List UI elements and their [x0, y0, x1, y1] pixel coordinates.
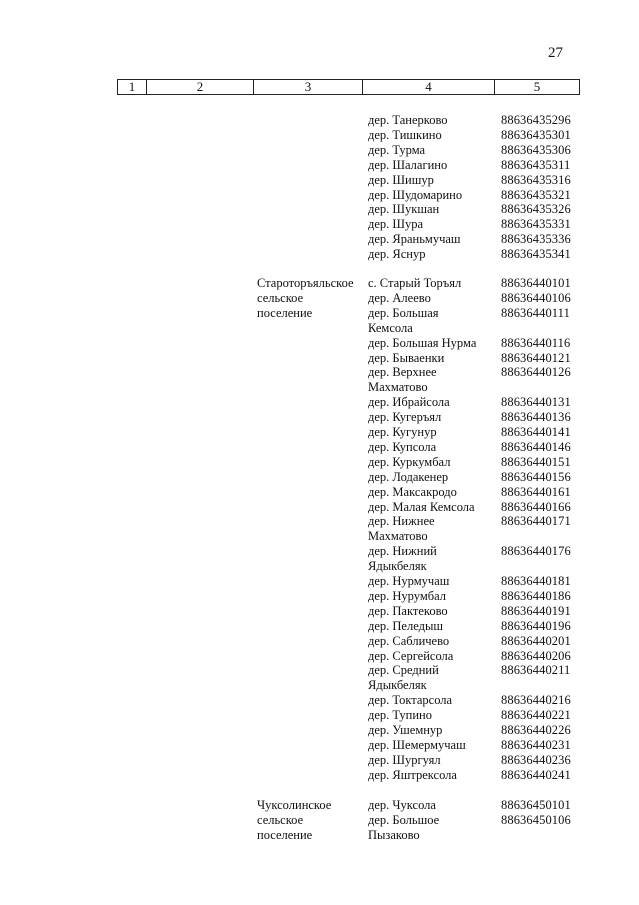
oktmo-code: 88636440146 — [501, 439, 571, 454]
oktmo-code: 88636440116 — [501, 335, 571, 350]
locality-name — [368, 425, 493, 440]
locality-name — [368, 291, 493, 306]
oktmo-code: 88636440121 — [501, 350, 571, 365]
column-header-1: 1 — [118, 80, 147, 95]
locality-name-line: дер. Шура — [368, 217, 424, 232]
locality-name — [368, 619, 493, 634]
oktmo-code: 88636435341 — [501, 247, 571, 262]
locality-name — [368, 470, 493, 485]
oktmo-code: 88636440166 — [501, 499, 571, 514]
locality-name-line: дер. Нижний — [368, 544, 437, 559]
oktmo-code: 88636435306 — [501, 142, 571, 157]
locality-name — [368, 113, 493, 128]
locality-name — [368, 306, 493, 336]
oktmo-code: 88636440161 — [501, 484, 571, 499]
locality-name — [368, 649, 493, 664]
locality-name — [368, 202, 493, 217]
page-number: 27 — [548, 45, 563, 61]
oktmo-code: 88636435316 — [501, 172, 571, 187]
locality-name-line: дер. Купсола — [368, 439, 437, 454]
oktmo-code: 88636440206 — [501, 648, 571, 663]
oktmo-code: 88636435321 — [501, 187, 571, 202]
locality-name-line: дер. Токтарсола — [368, 693, 453, 708]
locality-name — [368, 500, 493, 515]
locality-name-line: дер. Бываенки — [368, 350, 445, 365]
settlement-name-line: сельское — [257, 291, 304, 305]
oktmo-code: 88636440216 — [501, 693, 571, 708]
locality-name-line: дер. Пеледыш — [368, 618, 443, 633]
locality-name-line: дер. Шалагино — [368, 157, 448, 172]
locality-name-line: дер. Яраньмучаш — [368, 232, 461, 247]
locality-name — [368, 158, 493, 173]
locality-name-line: дер. Сабличево — [368, 633, 450, 648]
locality-name-line: дер. Кугеръял — [368, 410, 442, 425]
locality-name-line: дер. Шукшан — [368, 202, 440, 217]
oktmo-code: 88636440101 — [501, 276, 571, 290]
locality-name — [368, 247, 493, 262]
locality-name-line: дер. Шудомарино — [368, 187, 463, 202]
locality-name — [368, 232, 493, 247]
oktmo-code: 88636440126 — [501, 365, 571, 380]
locality-name — [368, 693, 493, 708]
oktmo-code: 88636440111 — [501, 305, 570, 320]
locality-name — [368, 143, 493, 158]
locality-name — [368, 604, 493, 619]
locality-name-line: дер. Кугунур — [368, 425, 437, 439]
column-header-2: 2 — [147, 80, 254, 95]
locality-name — [368, 336, 493, 351]
locality-name-line: дер. Пактеково — [368, 603, 448, 618]
oktmo-code: 88636440151 — [501, 454, 571, 469]
locality-name — [368, 485, 493, 500]
oktmo-code: 88636440211 — [501, 663, 571, 678]
locality-name — [368, 395, 493, 410]
locality-name-line: дер. Нижнее — [368, 514, 435, 529]
locality-name-line: дер. Верхнее — [368, 365, 437, 380]
settlement-name — [257, 798, 365, 843]
oktmo-code: 88636435336 — [501, 232, 571, 247]
locality-name — [368, 544, 493, 574]
locality-name — [368, 351, 493, 366]
column-header-5: 5 — [495, 80, 580, 95]
locality-name-line: Пызаково — [368, 827, 420, 842]
locality-name — [368, 798, 493, 813]
locality-name-line: дер. Турма — [368, 142, 426, 157]
oktmo-code: 88636440131 — [501, 395, 571, 410]
oktmo-code: 88636440171 — [501, 514, 571, 529]
oktmo-code: 88636440186 — [501, 588, 571, 603]
oktmo-code: 88636435311 — [501, 157, 571, 172]
locality-name — [368, 217, 493, 232]
locality-name — [368, 440, 493, 455]
oktmo-code: 88636440156 — [501, 469, 571, 484]
oktmo-code: 88636440226 — [501, 723, 571, 737]
column-header-3: 3 — [254, 80, 363, 95]
locality-name-line: дер. Нурмучаш — [368, 574, 450, 588]
locality-name — [368, 708, 493, 723]
oktmo-code: 88636440176 — [501, 544, 571, 559]
oktmo-code: 88636435296 — [501, 113, 571, 127]
locality-name-line: дер. Тишкино — [368, 127, 442, 142]
locality-name-line: дер. Малая Кемсола — [368, 499, 475, 514]
locality-name-line: дер. Шемермучаш — [368, 737, 466, 752]
oktmo-code: 88636440201 — [501, 633, 571, 648]
oktmo-code: 88636440236 — [501, 752, 571, 767]
locality-name-line: дер. Яштрексола — [368, 767, 457, 782]
locality-name-line: дер. Куркумбал — [368, 454, 451, 469]
locality-name-line: дер. Алеево — [368, 290, 431, 305]
oktmo-code: 88636440191 — [501, 603, 571, 618]
locality-name-line: Махматово — [368, 529, 428, 544]
locality-name-line: с. Старый Торъял — [368, 276, 462, 290]
settlement-name — [257, 276, 365, 321]
locality-name — [368, 365, 493, 395]
locality-name — [368, 589, 493, 604]
locality-name-line: дер. Тупино — [368, 708, 432, 723]
locality-name — [368, 738, 493, 753]
locality-name-line: дер. Средний — [368, 663, 439, 678]
locality-name-line: дер. Большая — [368, 305, 439, 320]
locality-name — [368, 128, 493, 143]
locality-name-line: дер. Большое — [368, 812, 440, 827]
locality-name-line: дер. Максакродо — [368, 484, 457, 499]
locality-name — [368, 188, 493, 203]
locality-name-line: дер. Сергейсола — [368, 648, 454, 663]
locality-name-line: дер. Шишур — [368, 172, 434, 187]
oktmo-code: 88636435331 — [501, 217, 571, 232]
column-header-4: 4 — [363, 80, 495, 95]
locality-name — [368, 753, 493, 768]
locality-name-line: дер. Шургуял — [368, 752, 441, 767]
locality-name — [368, 173, 493, 188]
locality-name-line: дер. Лодакенер — [368, 469, 449, 484]
locality-name — [368, 410, 493, 425]
oktmo-code: 88636450106 — [501, 812, 571, 827]
oktmo-code: 88636440106 — [501, 290, 571, 305]
locality-name — [368, 574, 493, 589]
locality-name-line: дер. Ибрайсола — [368, 395, 450, 410]
locality-name-line: дер. Ушемнур — [368, 723, 443, 737]
oktmo-code: 88636440221 — [501, 708, 571, 723]
oktmo-code: 88636440231 — [501, 737, 571, 752]
settlement-name-line: поселение — [257, 306, 313, 320]
locality-name — [368, 663, 493, 693]
settlement-name-line: сельское — [257, 813, 304, 827]
locality-name — [368, 768, 493, 783]
locality-name — [368, 723, 493, 738]
locality-name-line: дер. Чуксола — [368, 798, 436, 812]
locality-name-line: Ядыкбеляк — [368, 559, 427, 574]
oktmo-code: 88636440241 — [501, 767, 571, 782]
locality-name — [368, 276, 493, 291]
oktmo-code: 88636435301 — [501, 127, 571, 142]
oktmo-code: 88636440196 — [501, 618, 571, 633]
locality-name — [368, 813, 493, 843]
locality-name-line: Кемсола — [368, 320, 413, 335]
locality-name-line: дер. Большая Нурма — [368, 335, 477, 350]
settlement-name-line: Староторъяльское — [257, 276, 354, 290]
oktmo-code: 88636440141 — [501, 425, 571, 439]
settlement-name-line: Чуксолинское — [257, 798, 332, 812]
locality-name-line: дер. Танерково — [368, 113, 448, 127]
locality-name-line: Махматово — [368, 380, 428, 395]
oktmo-code: 88636450101 — [501, 798, 571, 812]
locality-name-line: Ядыкбеляк — [368, 678, 427, 693]
oktmo-code: 88636435326 — [501, 202, 571, 217]
settlement-name-line: поселение — [257, 828, 313, 842]
locality-name-line: дер. Нурумбал — [368, 588, 447, 603]
locality-name — [368, 455, 493, 470]
oktmo-code: 88636440136 — [501, 410, 571, 425]
locality-name — [368, 514, 493, 544]
oktmo-code: 88636440181 — [501, 574, 571, 588]
locality-name — [368, 634, 493, 649]
locality-name-line: дер. Яснур — [368, 247, 426, 262]
